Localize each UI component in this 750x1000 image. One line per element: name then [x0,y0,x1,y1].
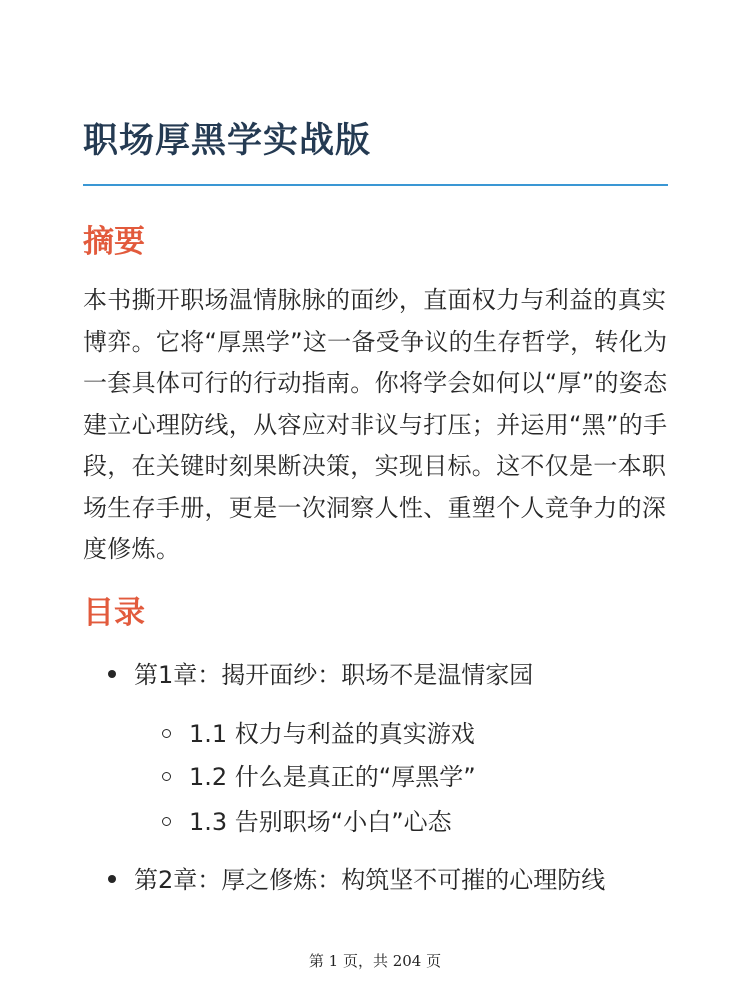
document-title: 职场厚黑学实战版 [83,121,372,161]
toc-heading: 目录 [83,595,145,631]
toc-chapter-label: 第2章：厚之修炼：构筑坚不可摧的心理防线 [134,866,606,894]
abstract-text: 本书撕开职场温情脉脉的面纱，直面权力与利益的真实博弈。它将“厚黑学”这一备受争议的生存哲学，转化为一套具体可行的行动指南。你将学会如何以“厚”的姿态建立心理防线，从容应对非议与打压；并运用“黑”的手段，在关键时刻果断决策，实现目标。这不仅是一本职场生存手册，更是一次洞察人性、重塑个人竞争力的深度修炼。 [83,286,668,563]
toc-section-label: 1.2 什么是真正的“厚黑学” [189,763,476,791]
bullet-circle-icon [162,772,171,781]
toc-chapter-1[interactable] [108,658,533,692]
toc-section-1-2[interactable] [162,760,476,794]
toc-chapter-label: 第1章：揭开面纱：职场不是温情家园 [134,661,534,689]
toc-section-1-3[interactable] [162,805,452,839]
abstract-heading: 摘要 [83,224,145,260]
bullet-circle-icon [162,729,171,738]
bullet-dot-icon [108,875,116,883]
bullet-circle-icon [162,817,171,826]
bullet-dot-icon [108,670,116,678]
page-number-footer: 第 1 页，共 204 页 [308,952,442,970]
toc-chapter-2[interactable] [108,863,605,897]
toc-section-label: 1.1 权力与利益的真实游戏 [189,720,475,748]
toc-section-label: 1.3 告别职场“小白”心态 [189,808,452,836]
toc-section-1-1[interactable] [162,717,475,751]
title-divider [83,184,668,186]
